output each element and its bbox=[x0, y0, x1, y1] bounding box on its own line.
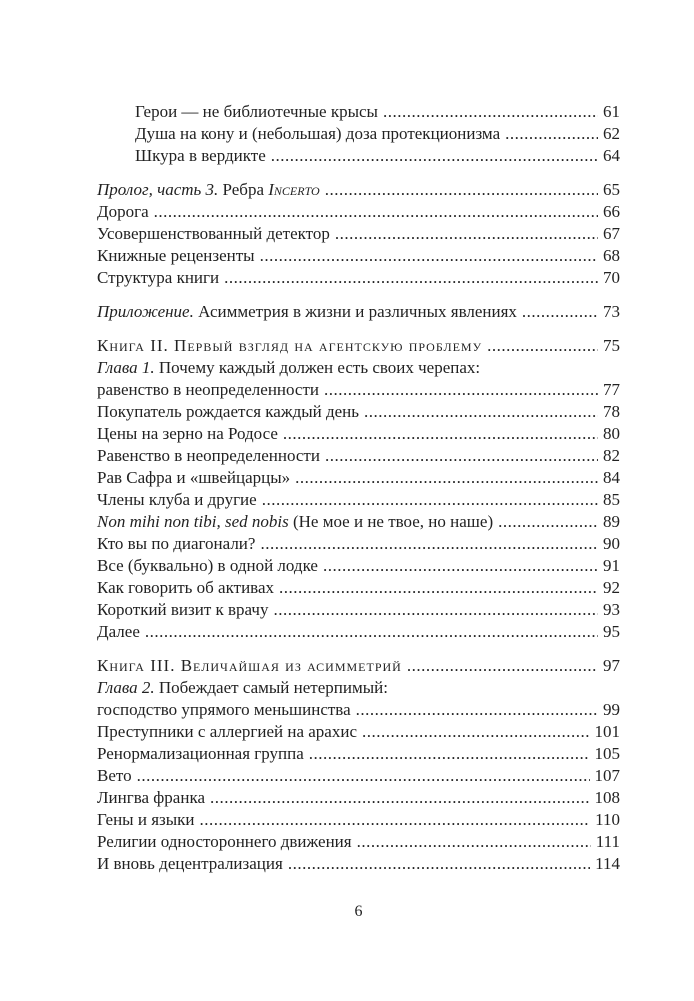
toc-page-number: 97 bbox=[603, 656, 620, 675]
toc-entry-title: Шкура в вердикте bbox=[135, 146, 266, 165]
dot-leader bbox=[357, 831, 591, 853]
toc-entry-title: Non mihi non tibi, sed nobis (Не мое и не твое, но наше) bbox=[97, 512, 494, 531]
dot-leader bbox=[283, 423, 598, 445]
toc-entry bbox=[97, 267, 620, 289]
toc-page-number: 114 bbox=[595, 854, 620, 873]
dot-leader bbox=[137, 765, 590, 787]
toc-page-number: 75 bbox=[603, 336, 620, 355]
toc-entry-title: Равенство в неопределенности bbox=[97, 446, 320, 465]
toc-entry bbox=[97, 577, 620, 599]
toc-entry-title: Книжные рецензенты bbox=[97, 246, 255, 265]
toc-group bbox=[97, 179, 620, 289]
toc-entry-title: Книга II. Первый взгляд на агентскую проблему bbox=[97, 336, 483, 355]
toc-page-number: 77 bbox=[603, 380, 620, 399]
toc-entry bbox=[97, 511, 620, 533]
toc-entry-title: Книга III. Величайшая из асимметрий bbox=[97, 656, 402, 675]
toc-page-number: 73 bbox=[603, 302, 620, 321]
toc-page-number: 78 bbox=[603, 402, 620, 421]
dot-leader bbox=[383, 101, 598, 123]
dot-leader bbox=[260, 533, 598, 555]
toc-entry-title: Гены и языки bbox=[97, 810, 195, 829]
toc-entry bbox=[97, 201, 620, 223]
toc-entry bbox=[97, 379, 620, 401]
toc-entry-title: Герои — не библиотечные крысы bbox=[135, 102, 378, 121]
page-footer bbox=[97, 901, 620, 923]
toc-page-number: 64 bbox=[603, 146, 620, 165]
toc-group bbox=[97, 301, 620, 323]
toc-entry bbox=[97, 555, 620, 577]
toc-entry bbox=[97, 599, 620, 621]
footer-page-number: 6 bbox=[354, 903, 363, 920]
dot-leader bbox=[154, 201, 598, 223]
toc-entry-title: Дорога bbox=[97, 202, 149, 221]
dot-leader bbox=[407, 655, 598, 677]
dot-leader bbox=[279, 577, 598, 599]
toc-entry bbox=[97, 223, 620, 245]
dot-leader bbox=[522, 301, 598, 323]
toc-entry bbox=[97, 787, 620, 809]
toc-page-number: 99 bbox=[603, 700, 620, 719]
toc-entry bbox=[97, 357, 620, 379]
toc-entry bbox=[97, 621, 620, 643]
dot-leader bbox=[325, 179, 598, 201]
toc-entry-title: Далее bbox=[97, 622, 140, 641]
toc-entry bbox=[97, 677, 620, 699]
dot-leader bbox=[200, 809, 591, 831]
book-page-content bbox=[97, 101, 620, 875]
toc-page-number: 107 bbox=[594, 766, 620, 785]
toc-entry-title: Душа на кону и (небольшая) доза протекционизма bbox=[135, 124, 501, 143]
toc-entry bbox=[97, 489, 620, 511]
toc-entry bbox=[97, 831, 620, 853]
toc-page-number: 89 bbox=[603, 512, 620, 531]
toc-entry-title: Покупатель рождается каждый день bbox=[97, 402, 360, 421]
dot-leader bbox=[335, 223, 598, 245]
toc-page-number: 67 bbox=[603, 224, 620, 243]
dot-leader bbox=[260, 245, 598, 267]
toc-entry-title: Рав Сафра и «швейцарцы» bbox=[97, 468, 291, 487]
toc-list bbox=[97, 101, 620, 875]
toc-entry-title: Цены на зерно на Родосе bbox=[97, 424, 278, 443]
toc-entry-title: равенство в неопределенности bbox=[97, 380, 320, 399]
dot-leader bbox=[224, 267, 598, 289]
toc-entry bbox=[97, 335, 620, 357]
toc-entry bbox=[97, 765, 620, 787]
toc-entry-title: Пролог, часть 3. Ребра Incerto bbox=[97, 180, 320, 199]
toc-page-number: 85 bbox=[603, 490, 620, 509]
toc-entry bbox=[97, 467, 620, 489]
toc-entry bbox=[97, 301, 620, 323]
toc-entry bbox=[97, 145, 620, 167]
toc-page-number: 80 bbox=[603, 424, 620, 443]
dot-leader bbox=[364, 401, 598, 423]
toc-entry bbox=[97, 101, 620, 123]
toc-page-number: 62 bbox=[603, 124, 620, 143]
dot-leader bbox=[273, 599, 598, 621]
dot-leader bbox=[262, 489, 598, 511]
toc-group bbox=[97, 101, 620, 167]
toc-page-number: 111 bbox=[595, 832, 620, 851]
dot-leader bbox=[324, 379, 598, 401]
dot-leader bbox=[356, 699, 598, 721]
toc-page-number: 93 bbox=[603, 600, 620, 619]
toc-page-number: 70 bbox=[603, 268, 620, 287]
toc-entry-title: Усовершенствованный детектор bbox=[97, 224, 330, 243]
toc-entry-title: Глава 2. Побеждает самый нетерпимый: bbox=[97, 678, 388, 697]
toc-page-number: 66 bbox=[603, 202, 620, 221]
toc-page-number: 105 bbox=[594, 744, 620, 763]
toc-entry bbox=[97, 809, 620, 831]
toc-entry-title: Короткий визит к врачу bbox=[97, 600, 269, 619]
toc-group bbox=[97, 655, 620, 875]
dot-leader bbox=[271, 145, 598, 167]
toc-entry-title: Религии одностороннего движения bbox=[97, 832, 352, 851]
toc-entry bbox=[97, 853, 620, 875]
dot-leader bbox=[145, 621, 598, 643]
toc-entry bbox=[97, 423, 620, 445]
toc-entry-title: Члены клуба и другие bbox=[97, 490, 257, 509]
toc-entry bbox=[97, 743, 620, 765]
dot-leader bbox=[309, 743, 590, 765]
toc-page-number: 84 bbox=[603, 468, 620, 487]
toc-entry-title: Как говорить об активах bbox=[97, 578, 275, 597]
dot-leader bbox=[288, 853, 590, 875]
toc-entry-title: Все (буквально) в одной лодке bbox=[97, 556, 318, 575]
toc-entry bbox=[97, 721, 620, 743]
toc-page-number: 61 bbox=[603, 102, 620, 121]
toc-entry-title: Кто вы по диагонали? bbox=[97, 534, 256, 553]
toc-entry-title: Вето bbox=[97, 766, 132, 785]
dot-leader bbox=[325, 445, 598, 467]
toc-page-number: 95 bbox=[603, 622, 620, 641]
dot-leader bbox=[210, 787, 589, 809]
toc-page-number: 65 bbox=[603, 180, 620, 199]
toc-page-number: 92 bbox=[603, 578, 620, 597]
toc-entry-title: Приложение. Асимметрия в жизни и различных явлениях bbox=[97, 302, 517, 321]
dot-leader bbox=[323, 555, 598, 577]
toc-page-number: 90 bbox=[603, 534, 620, 553]
toc-page-number: 101 bbox=[594, 722, 620, 741]
dot-leader bbox=[362, 721, 590, 743]
toc-entry bbox=[97, 655, 620, 677]
toc-entry bbox=[97, 445, 620, 467]
toc-entry bbox=[97, 179, 620, 201]
toc-page-number: 110 bbox=[595, 810, 620, 829]
toc-entry-title: господство упрямого меньшинства bbox=[97, 700, 351, 719]
toc-entry bbox=[97, 533, 620, 555]
toc-page-number: 91 bbox=[603, 556, 620, 575]
toc-entry-title: Глава 1. Почему каждый должен есть своих черепах: bbox=[97, 358, 481, 377]
toc-page-number: 108 bbox=[594, 788, 620, 807]
toc-group bbox=[97, 335, 620, 643]
dot-leader bbox=[498, 511, 598, 533]
toc-entry-title: Преступники с аллергией на арахис bbox=[97, 722, 357, 741]
toc-entry-title: Структура книги bbox=[97, 268, 220, 287]
toc-entry-title: Лингва франка bbox=[97, 788, 206, 807]
toc-entry bbox=[97, 123, 620, 145]
toc-entry bbox=[97, 401, 620, 423]
dot-leader bbox=[487, 335, 598, 357]
toc-page-number: 68 bbox=[603, 246, 620, 265]
toc-entry bbox=[97, 245, 620, 267]
dot-leader bbox=[295, 467, 598, 489]
toc-entry bbox=[97, 699, 620, 721]
toc-page-number: 82 bbox=[603, 446, 620, 465]
toc-entry-title: И вновь децентрализация bbox=[97, 854, 283, 873]
toc-entry-title: Ренормализационная группа bbox=[97, 744, 304, 763]
dot-leader bbox=[505, 123, 598, 145]
